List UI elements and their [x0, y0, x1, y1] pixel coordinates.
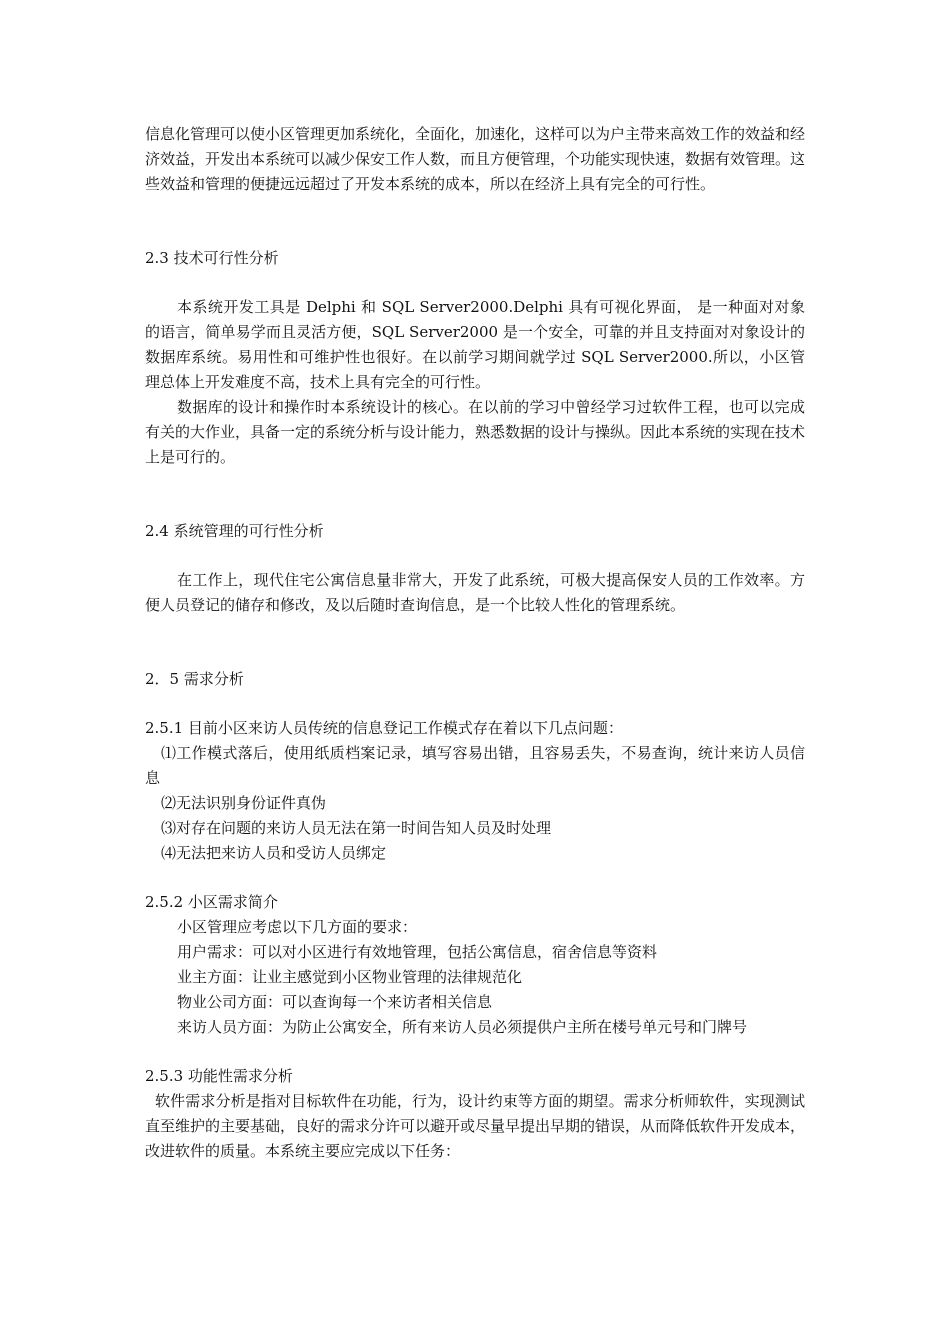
- requirement-line-2: 用户需求：可以对小区进行有效地管理，包括公寓信息，宿舍信息等资料: [177, 943, 658, 961]
- issue-item-4: ⑷无法把来访人员和受访人员绑定: [161, 844, 387, 862]
- section-2-3-paragraph-2: 数据库的设计和操作时本系统设计的核心。在以前的学习中曾经学习过软件工程，也可以完成有关的大作业，具备一定的系统分析与设计能力，熟悉数据的设计与操纵。因此本系统的实现在技术上是可行的。: [145, 398, 806, 466]
- requirement-line-4: 物业公司方面：可以查询每一个来访者相关信息: [177, 993, 493, 1011]
- document-page: [145, 122, 805, 1164]
- section-2-4-heading: 2.4 系统管理的可行性分析: [145, 522, 324, 540]
- section-2-5-3-heading: 2.5.3 功能性需求分析: [145, 1067, 293, 1085]
- requirement-line-1: 小区管理应考虑以下几方面的要求：: [177, 918, 418, 936]
- section-2-3-paragraph-1: 本系统开发工具是 Delphi 和 SQL Server2000.Delphi 具有可视化界面， 是一种面对对象的语言，简单易学而且灵活方便，SQL Server2000 是一个安全，可靠的并且支持面对对象设计的数据库系统。易用性和可维护性也很好。在以前学习期间就学过 SQL Server2000.所以，小区管理总体上开发难度不高，技术上具有完全的可行性。: [145, 298, 805, 391]
- spacer: [145, 618, 805, 667]
- section-2-5-2-heading: 2.5.2 小区需求简介: [145, 893, 278, 911]
- spacer: [145, 197, 805, 246]
- section-2-5-heading: 2．5 需求分析: [145, 670, 244, 688]
- section-2-5-1-heading: 2.5.1 目前小区来访人员传统的信息登记工作模式存在着以下几点问题：: [145, 719, 623, 737]
- spacer: [145, 470, 805, 519]
- intro-paragraph: 信息化管理可以使小区管理更加系统化，全面化，加速化，这样可以为户主带来高效工作的效益和经济效益，开发出本系统可以减少保安工作人数，而且方便管理，个功能实现快速，数据有效管理。这些效益和管理的便捷远远超过了开发本系统的成本，所以在经济上具有完全的可行性。: [145, 125, 806, 193]
- issue-item-1: ⑴工作模式落后，使用纸质档案记录，填写容易出错，且容易丢失，不易查询，统计来访人员信息: [145, 744, 805, 787]
- issue-item-2: ⑵无法识别身份证件真伪: [161, 794, 327, 812]
- issue-item-3: ⑶对存在问题的来访人员无法在第一时间告知人员及时处理: [161, 819, 552, 837]
- section-2-5-3-paragraph-1: 软件需求分析是指对目标软件在功能，行为，设计约束等方面的期望。需求分析师软件，实现测试直至维护的主要基础，良好的需求分许可以避开或尽量早提出早期的错误，从而降低软件开发成本，改进软件的质量。本系统主要应完成以下任务：: [145, 1092, 806, 1160]
- section-2-3-heading: 2.3 技术可行性分析: [145, 249, 279, 267]
- requirement-line-5: 来访人员方面：为防止公寓安全，所有来访人员必须提供户主所在楼号单元号和门牌号: [177, 1018, 748, 1036]
- requirement-line-3: 业主方面：让业主感觉到小区物业管理的法律规范化: [177, 968, 523, 986]
- section-2-4-paragraph-1: 在工作上，现代住宅公寓信息量非常大，开发了此系统，可极大提高保安人员的工作效率。方便人员登记的储存和修改，及以后随时查询信息，是一个比较人性化的管理系统。: [145, 571, 805, 614]
